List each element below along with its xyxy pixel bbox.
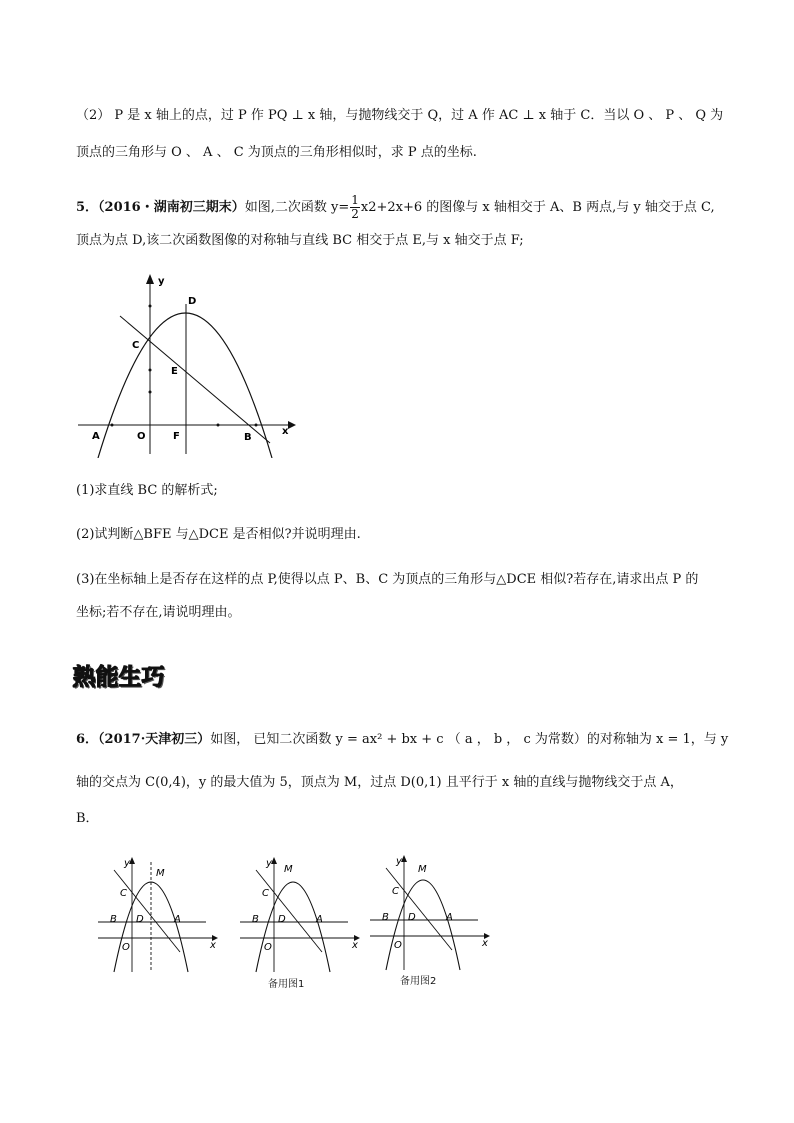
q5-sub3-line1: (3)在坐标轴上是否存在这样的点 P,使得以点 P、B、C 为顶点的三角形与△DCE 相似?若存在,请求出点 P 的	[76, 572, 699, 587]
q5-point-dot	[149, 391, 152, 394]
q6-label-o: O	[122, 942, 130, 953]
q5-label-x: x	[282, 426, 289, 437]
q6-label-m: M	[284, 864, 293, 875]
q5-sub3-line2: 坐标;若不存在,请说明理由。	[76, 605, 241, 620]
q6-label-m: M	[418, 864, 427, 875]
q6-label-x: x	[482, 938, 488, 949]
q6-label-a: A	[316, 914, 323, 925]
q5-point-a	[111, 424, 114, 427]
q6-label-d: D	[408, 912, 416, 923]
q5-frac-den: 2	[351, 207, 359, 221]
q5-label-d: D	[188, 296, 197, 307]
q6-label-y: y	[266, 858, 272, 869]
q6-label-c: C	[392, 886, 399, 897]
q5-sub2: (2)试判断△BFE 与△DCE 是否相似?并说明理由.	[76, 527, 361, 542]
q6-line2: 轴的交点为 C(0,4)，y 的最大值为 5，顶点为 M，过点 D(0,1) 且平行于 x 轴的直线与抛物线交于点 A，	[76, 775, 683, 790]
q5-intro-tail: x2+2x+6 的图像与 x 轴相交于 A、B 两点,与 y 轴交于点 C,	[360, 200, 715, 215]
q5-source: （2016・湖南初三期末）	[98, 200, 245, 215]
q5-line2: 顶点为点 D,该二次函数图像的对称轴与直线 BC 相交于点 E,与 x 轴交于点 F;	[76, 233, 524, 248]
q5-label-y: y	[158, 276, 165, 287]
q6-caption-spare2: 备用图2	[400, 976, 437, 987]
q6-label-o: O	[264, 942, 272, 953]
q6-figure-spare1	[238, 852, 362, 974]
q4-part2-line1: （2） P 是 x 轴上的点，过 P 作 PQ ⊥ x 轴，与抛物线交于 Q，过 A 作 AC ⊥ x 轴于 C．当以 O 、 P 、 Q 为	[76, 108, 724, 123]
q6-line-ca	[386, 868, 452, 950]
q6-line1-wrap	[76, 730, 728, 750]
q6-line-ca	[114, 870, 180, 952]
q5-label-o: O	[137, 431, 146, 442]
q5-figure	[76, 268, 300, 458]
q6-label-a: A	[174, 914, 181, 925]
q5-point-dot	[149, 305, 152, 308]
q6-label-o: O	[394, 940, 402, 951]
section-heading: 熟能生巧	[72, 664, 164, 690]
q6-label-d: D	[278, 914, 286, 925]
q5-point-dot	[217, 424, 220, 427]
q6-label-x: x	[352, 940, 358, 951]
q5-label-f: F	[173, 431, 180, 442]
q6-label-d: D	[136, 914, 144, 925]
q5-intro: 如图,二次函数 y=	[244, 200, 350, 215]
q5-frac-num: 1	[351, 193, 359, 207]
q5-number: 5．	[76, 200, 99, 215]
q5-intro-line	[76, 194, 715, 221]
q5-label-e: E	[171, 366, 178, 377]
q6-label-c: C	[120, 888, 127, 899]
q6-label-m: M	[156, 868, 165, 879]
q6-label-b: B	[252, 914, 259, 925]
q6-figure-spare2	[368, 850, 492, 972]
q6-line1: 如图， 已知二次函数 y = ax² + bx + c （ a ， b ， c 为常数）的对称轴为 x = 1，与 y	[210, 732, 729, 747]
q6-label-c: C	[262, 888, 269, 899]
q5-point-dot	[149, 369, 152, 372]
q5-label-a: A	[92, 431, 100, 442]
q6-label-a: A	[446, 912, 453, 923]
q5-label-b: B	[244, 432, 252, 443]
q6-number: 6．	[76, 732, 99, 747]
q6-label-y: y	[124, 858, 130, 869]
q5-sub1: (1)求直线 BC 的解析式;	[76, 483, 218, 498]
q5-point-b	[255, 424, 258, 427]
q6-label-y: y	[396, 856, 402, 867]
q6-label-b: B	[110, 914, 117, 925]
q6-caption-spare1: 备用图1	[268, 979, 305, 990]
q6-label-b: B	[382, 912, 389, 923]
q6-label-x: x	[210, 940, 216, 951]
q6-line3: B．	[76, 811, 99, 826]
q5-fraction	[350, 194, 360, 221]
q6-line-ca	[256, 870, 322, 952]
q6-figure-main	[96, 852, 220, 974]
q4-part2-line2: 顶点的三角形与 O 、 A 、 C 为顶点的三角形相似时，求 P 点的坐标.	[76, 145, 477, 160]
q5-label-c: C	[132, 340, 140, 351]
q6-source: （2017·天津初三）	[98, 732, 211, 747]
